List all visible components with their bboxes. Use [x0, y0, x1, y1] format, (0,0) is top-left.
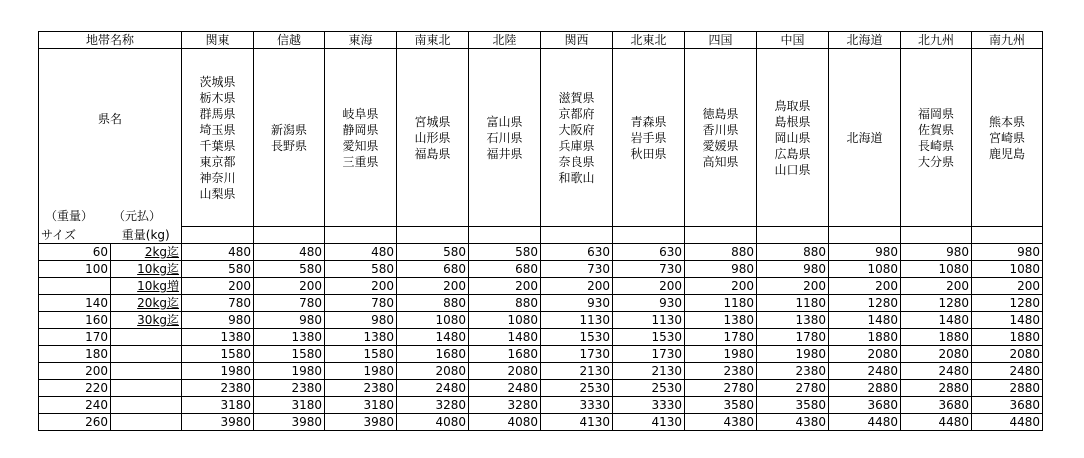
price-cell: 4480 — [901, 414, 972, 431]
price-cell: 1480 — [901, 312, 972, 329]
price-cell: 2380 — [325, 380, 397, 397]
price-cell: 1080 — [901, 261, 972, 278]
prefecture-name: 宮城県 — [414, 114, 451, 129]
price-cell: 2080 — [469, 363, 541, 380]
price-cell: 480 — [254, 244, 325, 261]
price-cell: 200 — [685, 278, 757, 295]
prefecture-name: 高知県 — [702, 154, 739, 169]
price-cell: 1080 — [972, 261, 1043, 278]
prefecture-cell — [757, 49, 829, 227]
price-cell: 2380 — [182, 380, 254, 397]
size-cell: 160 — [39, 312, 111, 329]
region-name: 北九州 — [901, 32, 972, 49]
price-cell: 2080 — [397, 363, 469, 380]
price-cell: 1980 — [685, 346, 757, 363]
price-cell: 2480 — [397, 380, 469, 397]
price-cell: 2880 — [901, 380, 972, 397]
size-cell: 170 — [39, 329, 111, 346]
price-row — [39, 397, 1043, 414]
price-cell: 980 — [972, 244, 1043, 261]
price-cell: 580 — [325, 261, 397, 278]
price-cell: 1530 — [613, 329, 685, 346]
prefecture-header-label: 県名 — [98, 112, 123, 127]
price-cell: 200 — [901, 278, 972, 295]
price-cell: 3280 — [397, 397, 469, 414]
price-cell: 580 — [254, 261, 325, 278]
prefecture-list — [541, 90, 612, 186]
price-cell: 730 — [541, 261, 613, 278]
price-cell: 1180 — [757, 295, 829, 312]
prefecture-cell — [613, 49, 685, 227]
empty-cell — [757, 227, 829, 244]
prefecture-name: 兵庫県 — [558, 138, 595, 153]
prefecture-name: 徳島県 — [702, 106, 739, 121]
price-cell: 200 — [972, 278, 1043, 295]
price-cell: 1080 — [829, 261, 901, 278]
price-cell: 1280 — [972, 295, 1043, 312]
prefecture-list — [685, 106, 756, 170]
price-cell: 4080 — [397, 414, 469, 431]
prefecture-cell — [254, 49, 325, 227]
prefecture-name: 岩手県 — [630, 130, 667, 145]
price-cell: 1280 — [901, 295, 972, 312]
price-cell: 200 — [254, 278, 325, 295]
region-name: 北東北 — [613, 32, 685, 49]
price-cell: 3980 — [182, 414, 254, 431]
region-name: 東海 — [325, 32, 397, 49]
price-cell: 4130 — [613, 414, 685, 431]
region-header-row — [39, 32, 1043, 49]
price-cell: 200 — [325, 278, 397, 295]
prefecture-name: 長野県 — [271, 138, 308, 153]
price-cell: 980 — [254, 312, 325, 329]
prefecture-name: 山梨県 — [199, 186, 236, 201]
price-cell: 3680 — [972, 397, 1043, 414]
price-cell: 2480 — [829, 363, 901, 380]
price-cell: 2080 — [901, 346, 972, 363]
price-cell: 3980 — [325, 414, 397, 431]
prefecture-name: 宮崎県 — [989, 130, 1026, 145]
price-cell: 980 — [901, 244, 972, 261]
size-header-label: サイズ — [39, 227, 111, 244]
price-cell: 200 — [182, 278, 254, 295]
price-cell: 1580 — [182, 346, 254, 363]
prefecture-name: 群馬県 — [199, 106, 236, 121]
prefecture-name: 鹿児島 — [989, 146, 1026, 161]
price-cell: 930 — [613, 295, 685, 312]
price-cell: 1480 — [829, 312, 901, 329]
shipping-rate-table — [38, 31, 1043, 431]
price-cell: 4380 — [685, 414, 757, 431]
prefecture-name: 鳥取県 — [774, 98, 811, 113]
empty-cell — [541, 227, 613, 244]
prefecture-header-cell — [39, 49, 182, 227]
size-cell — [39, 278, 111, 295]
price-cell: 3980 — [254, 414, 325, 431]
prefecture-name: 三重県 — [342, 154, 379, 169]
empty-cell — [397, 227, 469, 244]
region-name: 関西 — [541, 32, 613, 49]
price-row — [39, 346, 1043, 363]
prefecture-name: 石川県 — [486, 130, 523, 145]
price-row — [39, 244, 1043, 261]
region-name: 北海道 — [829, 32, 901, 49]
price-cell: 880 — [469, 295, 541, 312]
price-cell: 1480 — [397, 329, 469, 346]
price-row — [39, 363, 1043, 380]
price-cell: 1780 — [685, 329, 757, 346]
price-cell: 2380 — [254, 380, 325, 397]
prefecture-name: 京都府 — [558, 106, 595, 121]
price-cell: 580 — [469, 244, 541, 261]
prefecture-name: 奈良県 — [558, 154, 595, 169]
prefecture-name: 岐阜県 — [342, 106, 379, 121]
price-cell: 1730 — [613, 346, 685, 363]
empty-cell — [901, 227, 972, 244]
prefecture-list — [469, 114, 540, 162]
price-cell: 2130 — [541, 363, 613, 380]
weight-kg-header-label: 重量(kg) — [111, 227, 182, 244]
empty-cell — [613, 227, 685, 244]
price-cell: 780 — [325, 295, 397, 312]
price-cell: 3280 — [469, 397, 541, 414]
price-cell: 1380 — [685, 312, 757, 329]
weight-cell: 10kg増 — [111, 278, 182, 295]
price-cell: 2380 — [757, 363, 829, 380]
price-row — [39, 380, 1043, 397]
price-cell: 4130 — [541, 414, 613, 431]
price-cell: 4480 — [829, 414, 901, 431]
prefecture-list — [829, 130, 900, 146]
price-cell: 1580 — [325, 346, 397, 363]
prepaid-header-label: （元払） — [113, 209, 162, 224]
size-cell: 240 — [39, 397, 111, 414]
price-cell: 2380 — [685, 363, 757, 380]
empty-cell — [685, 227, 757, 244]
price-cell: 2130 — [613, 363, 685, 380]
price-cell: 780 — [254, 295, 325, 312]
prefecture-name: 福井県 — [486, 146, 523, 161]
price-cell: 1480 — [469, 329, 541, 346]
prefecture-name: 大阪府 — [558, 122, 595, 137]
prefecture-cell — [397, 49, 469, 227]
prefecture-list — [757, 98, 828, 178]
price-cell: 2530 — [541, 380, 613, 397]
prefecture-name: 滋賀県 — [558, 90, 595, 105]
price-cell: 4380 — [757, 414, 829, 431]
weight-cell — [111, 397, 182, 414]
prefecture-name: 静岡県 — [342, 122, 379, 137]
weight-cell — [111, 329, 182, 346]
price-cell: 3680 — [829, 397, 901, 414]
price-cell: 2780 — [757, 380, 829, 397]
region-name: 四国 — [685, 32, 757, 49]
size-cell: 220 — [39, 380, 111, 397]
empty-cell — [182, 227, 254, 244]
region-name: 中国 — [757, 32, 829, 49]
price-cell: 200 — [541, 278, 613, 295]
price-cell: 480 — [325, 244, 397, 261]
price-cell: 1680 — [397, 346, 469, 363]
prefecture-name: 広島県 — [774, 146, 811, 161]
price-cell: 1480 — [972, 312, 1043, 329]
price-cell: 1780 — [757, 329, 829, 346]
price-cell: 980 — [685, 261, 757, 278]
prefecture-name: 大分県 — [918, 154, 955, 169]
weight-header-label: （重量） — [45, 209, 94, 224]
prefecture-name: 熊本県 — [989, 114, 1026, 129]
region-header-label: 地帯名称 — [39, 32, 182, 49]
prefecture-row — [39, 49, 1043, 227]
prefecture-name: 岡山県 — [774, 130, 811, 145]
prefecture-name: 山形県 — [414, 130, 451, 145]
prefecture-cell — [685, 49, 757, 227]
price-cell: 2480 — [901, 363, 972, 380]
weight-cell: 10kg迄 — [111, 261, 182, 278]
price-cell: 1380 — [757, 312, 829, 329]
prefecture-name: 愛知県 — [342, 138, 379, 153]
weight-cell — [111, 363, 182, 380]
price-row — [39, 261, 1043, 278]
price-cell: 3580 — [685, 397, 757, 414]
price-cell: 1130 — [541, 312, 613, 329]
price-row — [39, 312, 1043, 329]
price-cell: 3680 — [901, 397, 972, 414]
price-cell: 1080 — [469, 312, 541, 329]
weight-cell: 2kg迄 — [111, 244, 182, 261]
prefecture-list — [325, 106, 396, 170]
price-row — [39, 278, 1043, 295]
weight-cell — [111, 346, 182, 363]
prefecture-name: 新潟県 — [271, 122, 308, 137]
price-cell: 880 — [757, 244, 829, 261]
price-cell: 980 — [325, 312, 397, 329]
empty-cell — [325, 227, 397, 244]
prefecture-name: 福岡県 — [918, 106, 955, 121]
price-cell: 1580 — [254, 346, 325, 363]
size-cell: 140 — [39, 295, 111, 312]
prefecture-list — [901, 106, 971, 170]
region-name: 南九州 — [972, 32, 1043, 49]
price-cell: 580 — [397, 244, 469, 261]
prefecture-cell — [829, 49, 901, 227]
prefecture-cell — [972, 49, 1043, 227]
price-cell: 2880 — [829, 380, 901, 397]
price-cell: 200 — [757, 278, 829, 295]
prefecture-name: 北海道 — [846, 130, 883, 145]
prefecture-name: 富山県 — [486, 114, 523, 129]
region-name: 北陸 — [469, 32, 541, 49]
price-cell: 780 — [182, 295, 254, 312]
price-cell: 200 — [613, 278, 685, 295]
price-cell: 880 — [397, 295, 469, 312]
price-cell: 4480 — [972, 414, 1043, 431]
prefecture-name: 栃木県 — [199, 90, 236, 105]
price-cell: 2080 — [972, 346, 1043, 363]
prefecture-list — [182, 74, 253, 202]
price-cell: 2480 — [469, 380, 541, 397]
price-cell: 200 — [829, 278, 901, 295]
prefecture-name: 千葉県 — [199, 138, 236, 153]
price-cell: 480 — [182, 244, 254, 261]
price-cell: 980 — [829, 244, 901, 261]
prefecture-name: 和歌山 — [558, 170, 595, 185]
price-cell: 2480 — [972, 363, 1043, 380]
price-cell: 680 — [397, 261, 469, 278]
price-cell: 1880 — [829, 329, 901, 346]
prefecture-name: 東京都 — [199, 154, 236, 169]
price-cell: 1380 — [182, 329, 254, 346]
price-cell: 1180 — [685, 295, 757, 312]
price-cell: 2880 — [972, 380, 1043, 397]
weight-cell: 30kg迄 — [111, 312, 182, 329]
prefecture-cell — [541, 49, 613, 227]
region-name: 信越 — [254, 32, 325, 49]
region-name: 関東 — [182, 32, 254, 49]
size-cell: 60 — [39, 244, 111, 261]
price-cell: 630 — [541, 244, 613, 261]
weight-cell — [111, 380, 182, 397]
price-cell: 3330 — [541, 397, 613, 414]
weight-cell — [111, 414, 182, 431]
prefecture-name: 香川県 — [702, 122, 739, 137]
price-cell: 980 — [757, 261, 829, 278]
empty-cell — [469, 227, 541, 244]
price-cell: 1130 — [613, 312, 685, 329]
price-cell: 1280 — [829, 295, 901, 312]
price-cell: 880 — [685, 244, 757, 261]
price-cell: 1980 — [254, 363, 325, 380]
size-header-row — [39, 227, 1043, 244]
price-cell: 630 — [613, 244, 685, 261]
price-cell: 580 — [182, 261, 254, 278]
prefecture-list — [254, 122, 324, 154]
price-cell: 3180 — [254, 397, 325, 414]
prefecture-name: 島根県 — [774, 114, 811, 129]
price-cell: 1730 — [541, 346, 613, 363]
price-cell: 2080 — [829, 346, 901, 363]
size-cell: 180 — [39, 346, 111, 363]
prefecture-name: 埼玉県 — [199, 122, 236, 137]
price-cell: 730 — [613, 261, 685, 278]
price-cell: 1680 — [469, 346, 541, 363]
price-cell: 980 — [182, 312, 254, 329]
prefecture-name: 青森県 — [630, 114, 667, 129]
size-cell: 260 — [39, 414, 111, 431]
prefecture-list — [613, 114, 684, 162]
price-cell: 3580 — [757, 397, 829, 414]
prefecture-list — [972, 114, 1042, 162]
price-cell: 1080 — [397, 312, 469, 329]
price-cell: 3180 — [182, 397, 254, 414]
prefecture-cell — [469, 49, 541, 227]
weight-cell: 20kg迄 — [111, 295, 182, 312]
price-row — [39, 295, 1043, 312]
price-cell: 680 — [469, 261, 541, 278]
price-cell: 3180 — [325, 397, 397, 414]
prefecture-name: 福島県 — [414, 146, 451, 161]
empty-cell — [829, 227, 901, 244]
price-cell: 2530 — [613, 380, 685, 397]
price-cell: 1530 — [541, 329, 613, 346]
price-cell: 1380 — [325, 329, 397, 346]
empty-cell — [972, 227, 1043, 244]
prefecture-cell — [182, 49, 254, 227]
price-row — [39, 414, 1043, 431]
prefecture-name: 山口県 — [774, 162, 811, 177]
prefecture-list — [397, 114, 468, 162]
prefecture-name: 茨城県 — [199, 74, 236, 89]
prefecture-cell — [901, 49, 972, 227]
price-cell: 930 — [541, 295, 613, 312]
region-name: 南東北 — [397, 32, 469, 49]
prefecture-name: 神奈川 — [199, 170, 236, 185]
price-cell: 2780 — [685, 380, 757, 397]
price-cell: 1980 — [757, 346, 829, 363]
prefecture-header — [39, 49, 181, 226]
price-cell: 1980 — [182, 363, 254, 380]
price-cell: 200 — [469, 278, 541, 295]
price-cell: 3330 — [613, 397, 685, 414]
prefecture-cell — [325, 49, 397, 227]
price-cell: 1380 — [254, 329, 325, 346]
prefecture-name: 秋田県 — [630, 146, 667, 161]
prefecture-name: 愛媛県 — [702, 138, 739, 153]
price-cell: 1980 — [325, 363, 397, 380]
empty-cell — [254, 227, 325, 244]
size-cell: 100 — [39, 261, 111, 278]
price-cell: 4080 — [469, 414, 541, 431]
size-cell: 200 — [39, 363, 111, 380]
price-row — [39, 329, 1043, 346]
prefecture-name: 佐賀県 — [918, 122, 955, 137]
price-cell: 1880 — [901, 329, 972, 346]
price-cell: 1880 — [972, 329, 1043, 346]
price-cell: 200 — [397, 278, 469, 295]
prefecture-name: 長崎県 — [918, 138, 955, 153]
